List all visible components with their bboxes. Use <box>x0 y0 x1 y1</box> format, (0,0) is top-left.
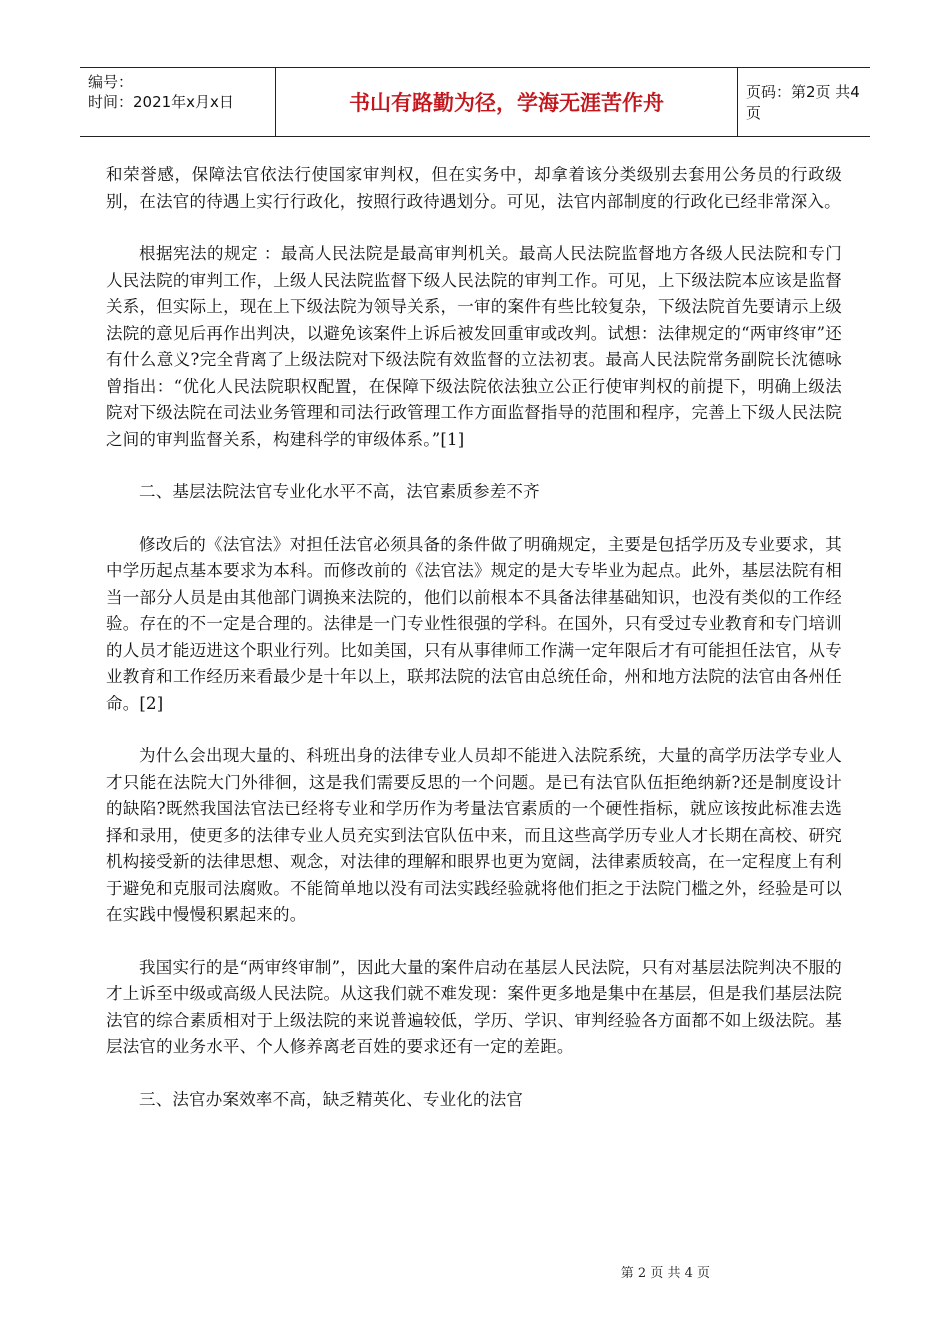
document-body <box>106 162 842 1139</box>
paragraph: 修改后的《法官法》对担任法官必须具备的条件做了明确规定，主要是包括学历及专业要求，其中学历起点基本要求为本科。而修改前的《法官法》规定的是大专毕业为起点。此外，基层法院有相当一部分人员是由其他部门调换来法院的，他们以前根本不具备法律基础知识，也没有类似的工作经验。存在的不一定是合理的。法律是一门专业性很强的学科。在国外，只有受过专业教育和专门培训的人员才能迈进这个职业行列。比如美国，只有从事律师工作满一定年限后才有可能担任法官，从专业教育和工作经历来看最少是十年以上，联邦法院的法官由总统任命，州和地方法院的法官由各州任命。[2] <box>106 534 842 713</box>
header-motto: 书山有路勤为径，学海无涯苦作舟 <box>276 68 738 136</box>
page-header <box>80 67 870 137</box>
document-date-label: 时间：2021年x月x日 <box>88 93 234 111</box>
section-heading: 二、基层法院法官专业化水平不高，法官素质参差不齐 <box>139 482 540 501</box>
paragraph: 和荣誉感，保障法官依法行使国家审判权，但在实务中，却拿着该分类级别去套用公务员的行政级别，在法官的待遇上实行行政化，按照行政待遇划分。可见，法官内部制度的行政化已经非常深入。 <box>106 165 842 211</box>
header-page-label: 页码：第2页 共4页 <box>746 83 860 122</box>
header-meta <box>80 68 276 136</box>
paragraph: 我国实行的是“两审终审制”，因此大量的案件启动在基层人民法院，只有对基层法院判决不服的才上诉至中级或高级人民法院。从这我们就不难发现：案件更多地是集中在基层，但是我们基层法院法官的综合素质相对于上级法院的来说普遍较低，学历、学识、审判经验各方面都不如上级法院。基层法官的业务水平、个人修养离老百姓的要求还有一定的差距。 <box>106 957 842 1056</box>
document-number-label: 编号： <box>88 73 134 91</box>
section-heading: 三、法官办案效率不高，缺乏精英化、专业化的法官 <box>139 1089 524 1109</box>
paragraph: 根据宪法的规定 ：最高人民法院是最高审判机关。最高人民法院监督地方各级人民法院和专门人民法院的审判工作，上级人民法院监督下级人民法院的审判工作。可见，上下级法院本应该是监督关系，但实际上，现在上下级法院为领导关系，一审的案件有些比较复杂，下级法院首先要请示上级法院的意见后再作出判决，以避免该案件上诉后被发回重审或改判。试想：法律规定的“两审终审”还有什么意义?完全背离了上级法院对下级法院有效监督的立法初衷。最高人民法院常务副院长沈德咏曾指出：“优化人民法院职权配置，在保障下级法院依法独立公正行使审判权的前提下，明确上级法院对下级法院在司法业务管理和司法行政管理工作方面监督指导的范围和程序，完善上下级人民法院之间的审判监督关系，构建科学的审级体系。”[1] <box>106 244 842 449</box>
paragraph: 为什么会出现大量的、科班出身的法律专业人员却不能进入法院系统，大量的高学历法学专业人才只能在法院大门外徘徊，这是我们需要反思的一个问题。是已有法官队伍拒绝纳新?还是制度设计的缺陷?既然我国法官法已经将专业和学历作为考量法官素质的一个硬性指标，就应该按此标准去选择和录用，使更多的法律专业人员充实到法官队伍中来，而且这些高学历专业人才长期在高校、研究机构接受新的法律思想、观念，对法律的理解和眼界也更为宽阔，法律素质较高，在一定程度上有利于避免和克服司法腐败。不能简单地以没有司法实践经验就将他们拒之于法院门槛之外，经验是可以在实践中慢慢积累起来的。 <box>106 746 842 924</box>
page-footer: 第 2 页 共 4 页 <box>620 1266 710 1281</box>
